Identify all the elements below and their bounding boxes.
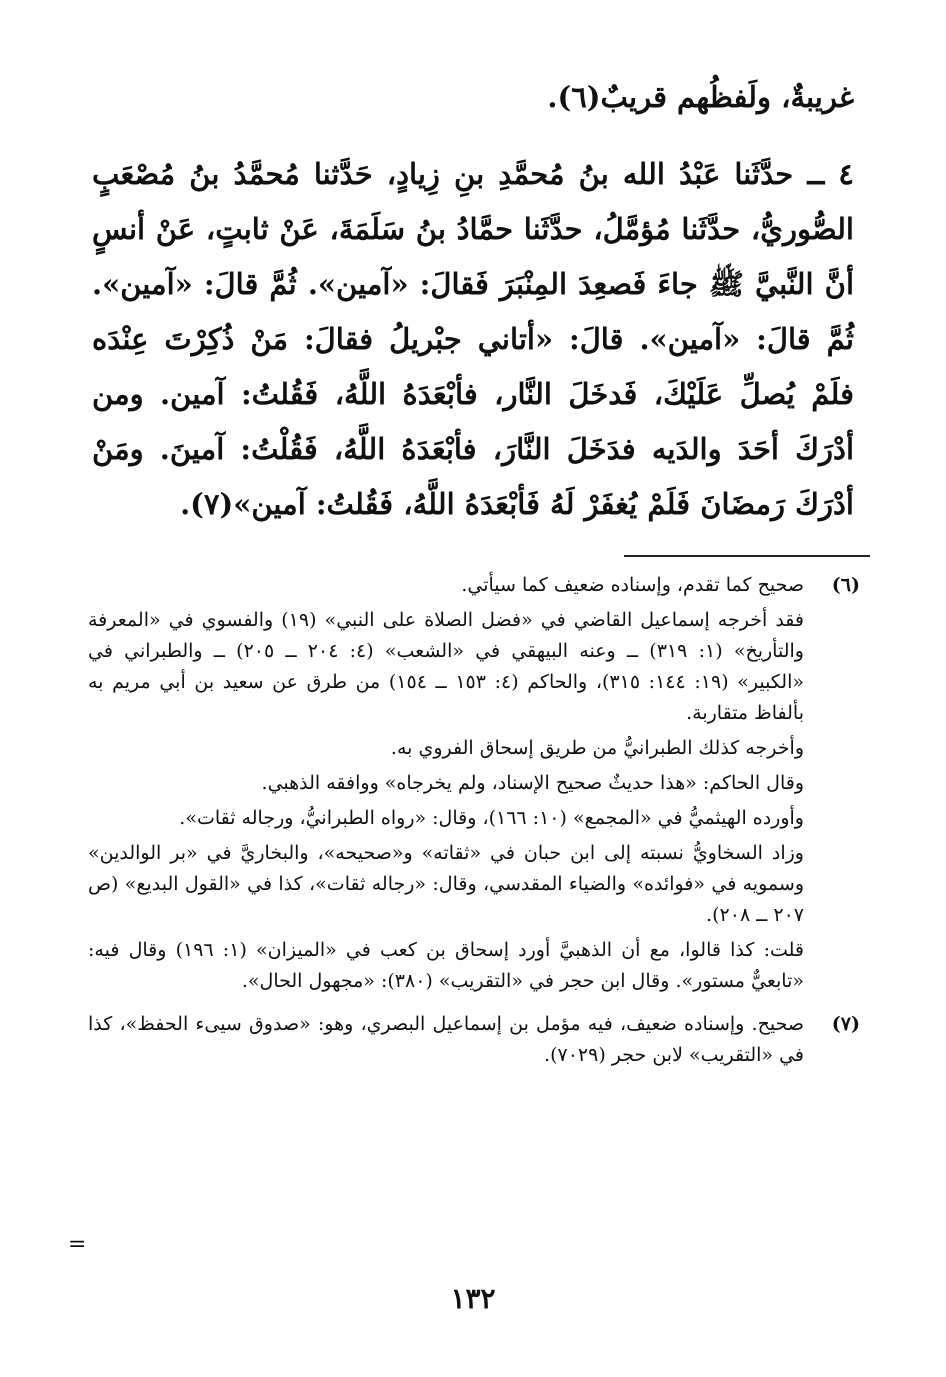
hadith-4: ٤ ــ حدَّثَنا عَبْدُ الله بنُ مُحمَّدِ بنِ زِيادٍ، حَدَّثنا مُحمَّدُ بنُ مُصْعَبٍ الصُّوريُّ، حدَّثَنا مُؤمَّلُ، حدَّثَنا حمَّادُ بنُ سَلَمَةَ، عَنْ ثابتٍ، عَنْ أنسٍ أنَّ النَّبيَّ ﷺ جاءَ فَصعِدَ المِنْبَرَ فَقالَ: «آمين». ثُمَّ قالَ: «آمين». ثُمَّ قالَ: «آمين». قالَ: «أتاني جبْريلُ فقالَ: مَنْ ذُكِرْتَ عِنْدَه فلَمْ يُصلِّ عَلَيْكَ، فَدخَلَ النَّار، فأبْعَدَهُ اللَّهُ، فَقُلتُ: آمين. ومن أدْرَكَ أحَدَ والدَيه فدَخَلَ النَّارَ، فأبْعَدَهُ اللَّهُ، فَقُلْتُ: آمينَ. ومَنْ أدْرَكَ رَمضَانَ فَلَمْ يُغفَرْ لَهُ فَأبْعَدَهُ اللَّهُ، فَقُلتُ: آمين»(٧).: [92, 157, 854, 521]
footnote-number: (٧): [831, 1013, 860, 1035]
continuation-line: غريبةٌ، ولَفظُهم قريبٌ(٦).: [547, 80, 854, 114]
page-number: ١٣٢: [450, 1282, 496, 1315]
footnote-body: [88, 570, 804, 1001]
footnote-paragraph: وزاد السخاويُّ نسبته إلى ابن حبان في «ثقاته» و«صحيحه»، والبخاريَّ في «بر الوالدين» وسمويه في «فوائده» والضياء المقدسي، وقال: «رجاله ثقات»، كذا في «القول البديع» (ص ٢٠٧ ــ ٢٠٨).: [88, 842, 804, 926]
footnote-6: [88, 570, 860, 1001]
footnote-number: (٦): [831, 574, 860, 596]
footnote-7: [88, 1009, 860, 1075]
footnote-paragraph: قلت: كذا قالوا، مع أن الذهبيَّ أورد إسحاق بن كعب في «الميزان» (١: ١٩٦) وقال فيه: «تابعيٌّ مستور». وقال ابن حجر في «التقريب» (٣٨٠): «مجهول الحال».: [88, 939, 805, 992]
continuation-mark: =: [68, 1232, 87, 1257]
footnote-separator: [624, 555, 870, 557]
footnote-paragraph: وقال الحاكم: «هذا حديثٌ صحيح الإسناد، ولم يخرجاه» ووافقه الذهبي.: [261, 772, 804, 794]
footnote-paragraph: صحيح كما تقدم، وإسناده ضعيف كما سيأتي.: [461, 574, 804, 596]
footnote-paragraph: وأخرجه كذلك الطبرانيُّ من طريق إسحاق الفروي به.: [390, 737, 804, 759]
footnote-paragraph: صحيح. وإسناده ضعيف، فيه مؤمل بن إسماعيل البصري، وهو: «صدوق سيىء الحفظ»، كذا في «التقريب» لابن حجر (٧٠٢٩).: [88, 1013, 804, 1066]
footnote-paragraph: وأورده الهيثميُّ في «المجمع» (١٠: ١٦٦)، وقال: «رواه الطبرانيُّ، ورجاله ثقات».: [179, 807, 804, 829]
footnote-body: [88, 1009, 804, 1075]
footnote-paragraph: فقد أخرجه إسماعيل القاضي في «فضل الصلاة على النبي» (١٩) والفسوي في «المعرفة والتأريخ» (١: ٣١٩) ــ وعنه البيهقي في «الشعب» (٤: ٢٠٤ ــ ٢٠٥) ــ والطبراني في «الكبير» (١٩: ١٤٤: ٣١٥)، والحاكم (٤: ١٥٣ ــ ١٥٤) من طرق عن سعيد بن أبي مريم به بألفاظ متقاربة.: [88, 609, 804, 724]
footnotes: [88, 570, 860, 1075]
main-text: [92, 70, 854, 532]
